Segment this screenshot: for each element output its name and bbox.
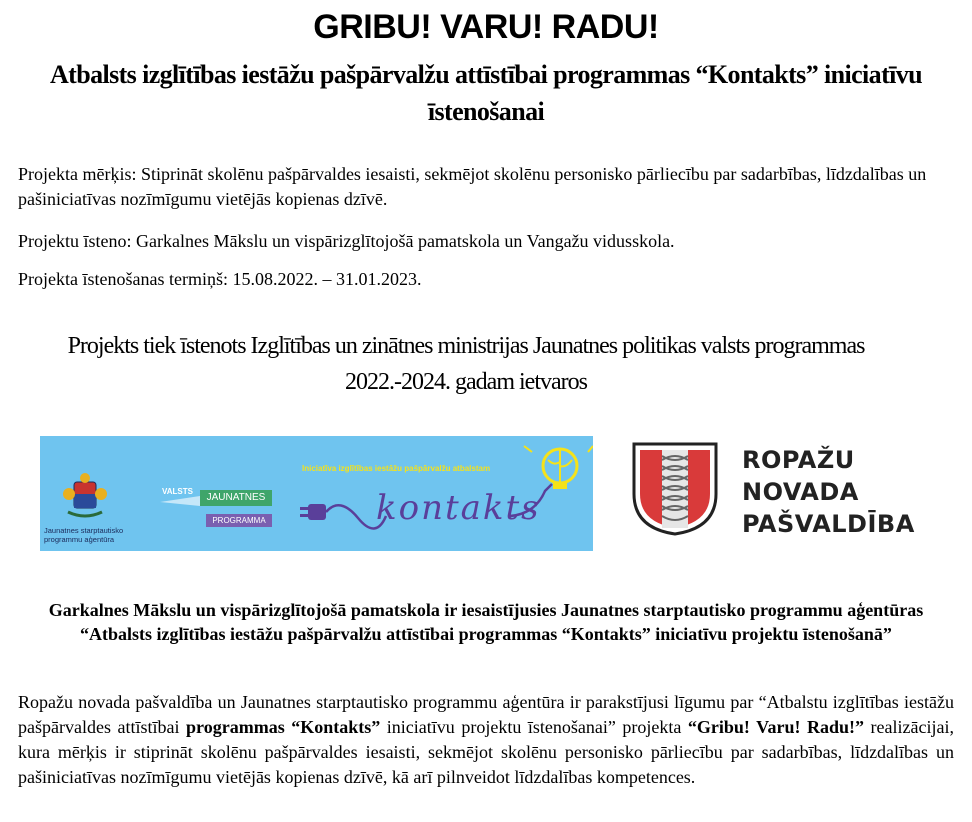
programma-label: PROGRAMMA: [206, 514, 272, 527]
brain-bulb-icon: [524, 446, 593, 489]
kontakts-logo-text: kontakts: [376, 488, 541, 528]
kontakts-banner: [40, 436, 593, 551]
school-participation-statement: Garkalnes Mākslu un vispārizglītojošā pamatskola ir iesaistījusies Jaunatnes starptautisko programmu aģentūras “Atbalsts izglītības iestāžu pašpārvalžu attīstībai programmas “Kontakts” iniciatīvu projektu īstenošanā”: [48, 600, 924, 644]
final-paragraph: [18, 690, 954, 790]
municipality-line-3: PAŠVALDĪBA: [742, 510, 915, 538]
final-bold-2: “Gribu! Varu! Radu!”: [687, 717, 865, 737]
project-term: Projekta īstenošanas termiņš: 15.08.2022. – 31.01.2023.: [18, 269, 422, 289]
final-bold-1: programmas “Kontakts”: [186, 717, 381, 737]
final-part-2: iniciatīvu projektu īstenošanai” projekta: [380, 717, 688, 737]
municipality-line-2: NOVADA: [742, 478, 859, 506]
final-part-3: realizācijai, kura mērķis ir stiprināt skolēnu pašpārvaldes iesaisti, sekmējot skolēnu personisko pārliecību par sadarbības, līdzdalības un pašiniciatīvas nozīmīgumu vietējās kopienas dzīvē, kā arī pilnveidot līdzdalības kompetences.: [18, 717, 954, 787]
project-goal: Projekta mērķis: Stiprināt skolēnu pašpārvaldes iesaisti, sekmējot skolēnu personisko pārliecību par sadarbības, līdzdalības un pašiniciatīvas nozīmīgumu vietējās kopienas dzīvē.: [18, 164, 927, 209]
ropazi-shield-icon: [632, 442, 718, 536]
municipality-name: [742, 444, 915, 540]
project-implementers: Projektu īsteno: Garkalnes Mākslu un vispārizglītojošā pamatskola un Vangažu vidusskola.: [18, 231, 675, 251]
municipality-line-1: ROPAŽU: [742, 446, 855, 474]
program-note: Projekts tiek īstenots Izglītības un zinātnes ministrijas Jaunatnes politikas valsts programmas 2022.-2024. gadam ietvaros: [67, 333, 865, 395]
valsts-label: VALSTS: [162, 487, 193, 496]
iniciativa-label: Iniciatīva izglītības iestāžu pašpārvalžu atbalstam: [302, 464, 491, 473]
jaunatnes-label: JAUNATNES: [200, 490, 272, 506]
page-subtitle: Atbalsts izglītības iestāžu pašpārvalžu attīstībai programmas “Kontakts” iniciatīvu īstenošanai: [49, 60, 923, 126]
page-title: GRIBU! VARU! RADU!: [313, 8, 659, 46]
coat-of-arms-icon: [63, 473, 107, 516]
final-part-1: Ropažu novada pašvaldība un Jaunatnes starptautisko programmu aģentūra ir parakstījusi līgumu par “Atbalstu izglītības iestāžu pašpārvaldes attīstībai: [18, 692, 954, 737]
agency-label: Jaunatnes starptautisko programmu aģentūra: [44, 526, 124, 544]
